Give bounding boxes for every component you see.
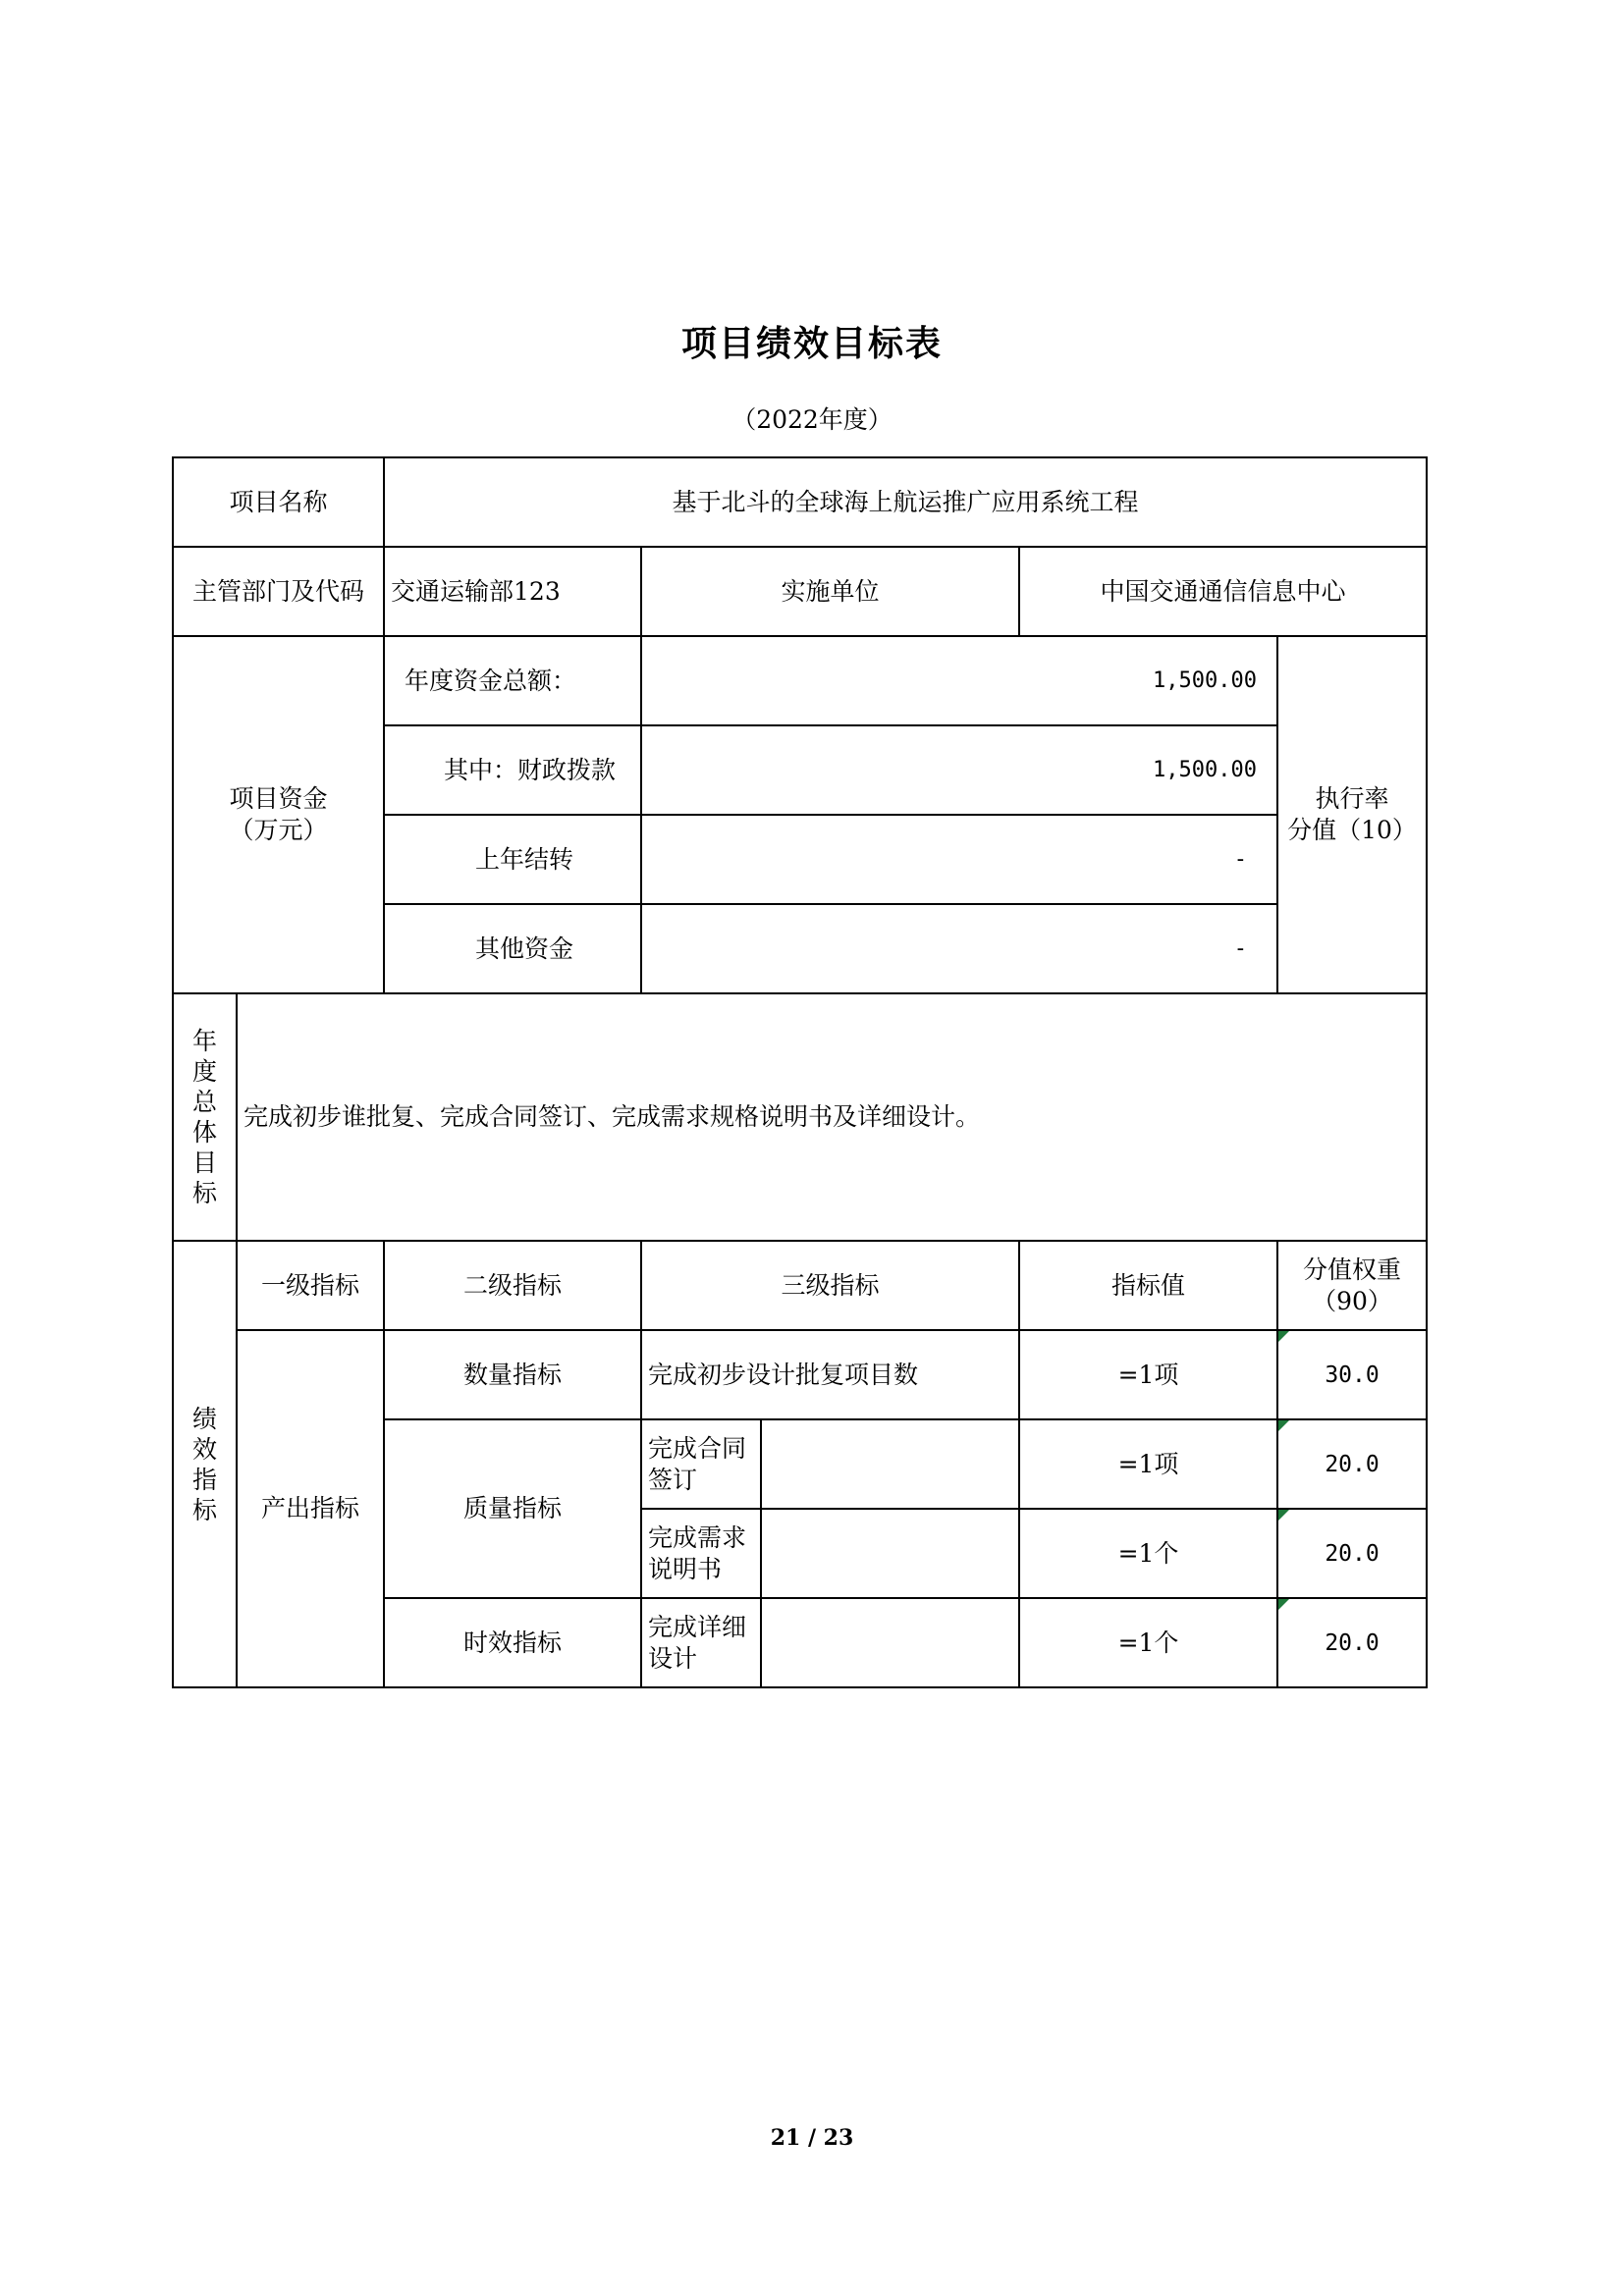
level3-value: 完成初步设计批复项目数 bbox=[641, 1330, 1019, 1419]
annual-goal-value: 完成初步谁批复、完成合同签订、完成需求规格说明书及详细设计。 bbox=[237, 993, 1427, 1241]
fiscal-label: 其中：财政拨款 bbox=[384, 725, 641, 815]
level2-value: 数量指标 bbox=[384, 1330, 641, 1419]
fiscal-value: 1,500.00 bbox=[641, 725, 1277, 815]
table-row bbox=[173, 993, 1427, 1241]
indicators-label: 绩 效 指 标 bbox=[173, 1241, 237, 1687]
project-name-label: 项目名称 bbox=[173, 457, 384, 547]
level2-value: 质量指标 bbox=[384, 1419, 641, 1598]
carryover-value: - bbox=[641, 815, 1277, 904]
page-subtitle: （2022年度） bbox=[731, 405, 893, 434]
indicator-value: =1个 bbox=[1019, 1598, 1277, 1687]
level1-header: 一级指标 bbox=[237, 1241, 384, 1330]
annual-total-value: 1,500.00 bbox=[641, 636, 1277, 725]
level3-header: 三级指标 bbox=[641, 1241, 1019, 1330]
value-header: 指标值 bbox=[1019, 1241, 1277, 1330]
indicator-value: =1项 bbox=[1019, 1330, 1277, 1419]
exec-rate-text: 执行率 bbox=[1315, 784, 1389, 813]
implementer-label: 实施单位 bbox=[641, 547, 1019, 636]
project-name-value: 基于北斗的全球海上航运推广应用系统工程 bbox=[384, 457, 1427, 547]
indicator-weight: 30.0 bbox=[1277, 1330, 1427, 1419]
performance-table bbox=[172, 456, 1428, 1688]
funds-label bbox=[173, 636, 384, 993]
level1-value: 产出指标 bbox=[237, 1330, 384, 1687]
table-row bbox=[173, 457, 1427, 547]
funds-label-text: 项目资金 bbox=[229, 784, 328, 813]
department-label: 主管部门及代码 bbox=[173, 547, 384, 636]
weight-header-text: 分值权重 bbox=[1303, 1255, 1402, 1284]
carryover-label: 上年结转 bbox=[384, 815, 641, 904]
table-row bbox=[173, 1241, 1427, 1330]
annual-total-label: 年度资金总额： bbox=[384, 636, 641, 725]
weight-header bbox=[1277, 1241, 1427, 1330]
implementer-value: 中国交通通信信息中心 bbox=[1019, 547, 1427, 636]
weight-header-score: （90） bbox=[1312, 1286, 1392, 1315]
table-row bbox=[173, 1330, 1427, 1419]
other-funds-value: - bbox=[641, 904, 1277, 993]
level3-value: 完成详细设计 bbox=[641, 1598, 761, 1687]
indicator-weight: 20.0 bbox=[1277, 1598, 1427, 1687]
level3-blank bbox=[761, 1419, 1019, 1509]
level2-value: 时效指标 bbox=[384, 1598, 641, 1687]
table-row bbox=[173, 547, 1427, 636]
page-number: 21 / 23 bbox=[770, 2125, 854, 2151]
indicator-weight: 20.0 bbox=[1277, 1419, 1427, 1509]
exec-rate-label bbox=[1277, 636, 1427, 993]
annual-goal-label: 年 度 总 体 目 标 bbox=[173, 993, 237, 1241]
level3-blank bbox=[761, 1598, 1019, 1687]
other-funds-label: 其他资金 bbox=[384, 904, 641, 993]
page-title: 项目绩效目标表 bbox=[680, 324, 943, 364]
department-value: 交通运输部123 bbox=[384, 547, 641, 636]
funds-unit-text: （万元） bbox=[229, 816, 328, 844]
indicator-weight: 20.0 bbox=[1277, 1509, 1427, 1598]
indicator-value: =1项 bbox=[1019, 1419, 1277, 1509]
exec-rate-score-text: 分值（10） bbox=[1287, 816, 1417, 844]
level3-value: 完成合同签订 bbox=[641, 1419, 761, 1509]
level3-blank bbox=[761, 1509, 1019, 1598]
indicator-value: =1个 bbox=[1019, 1509, 1277, 1598]
level3-value: 完成需求说明书 bbox=[641, 1509, 761, 1598]
level2-header: 二级指标 bbox=[384, 1241, 641, 1330]
table-row bbox=[173, 636, 1427, 725]
